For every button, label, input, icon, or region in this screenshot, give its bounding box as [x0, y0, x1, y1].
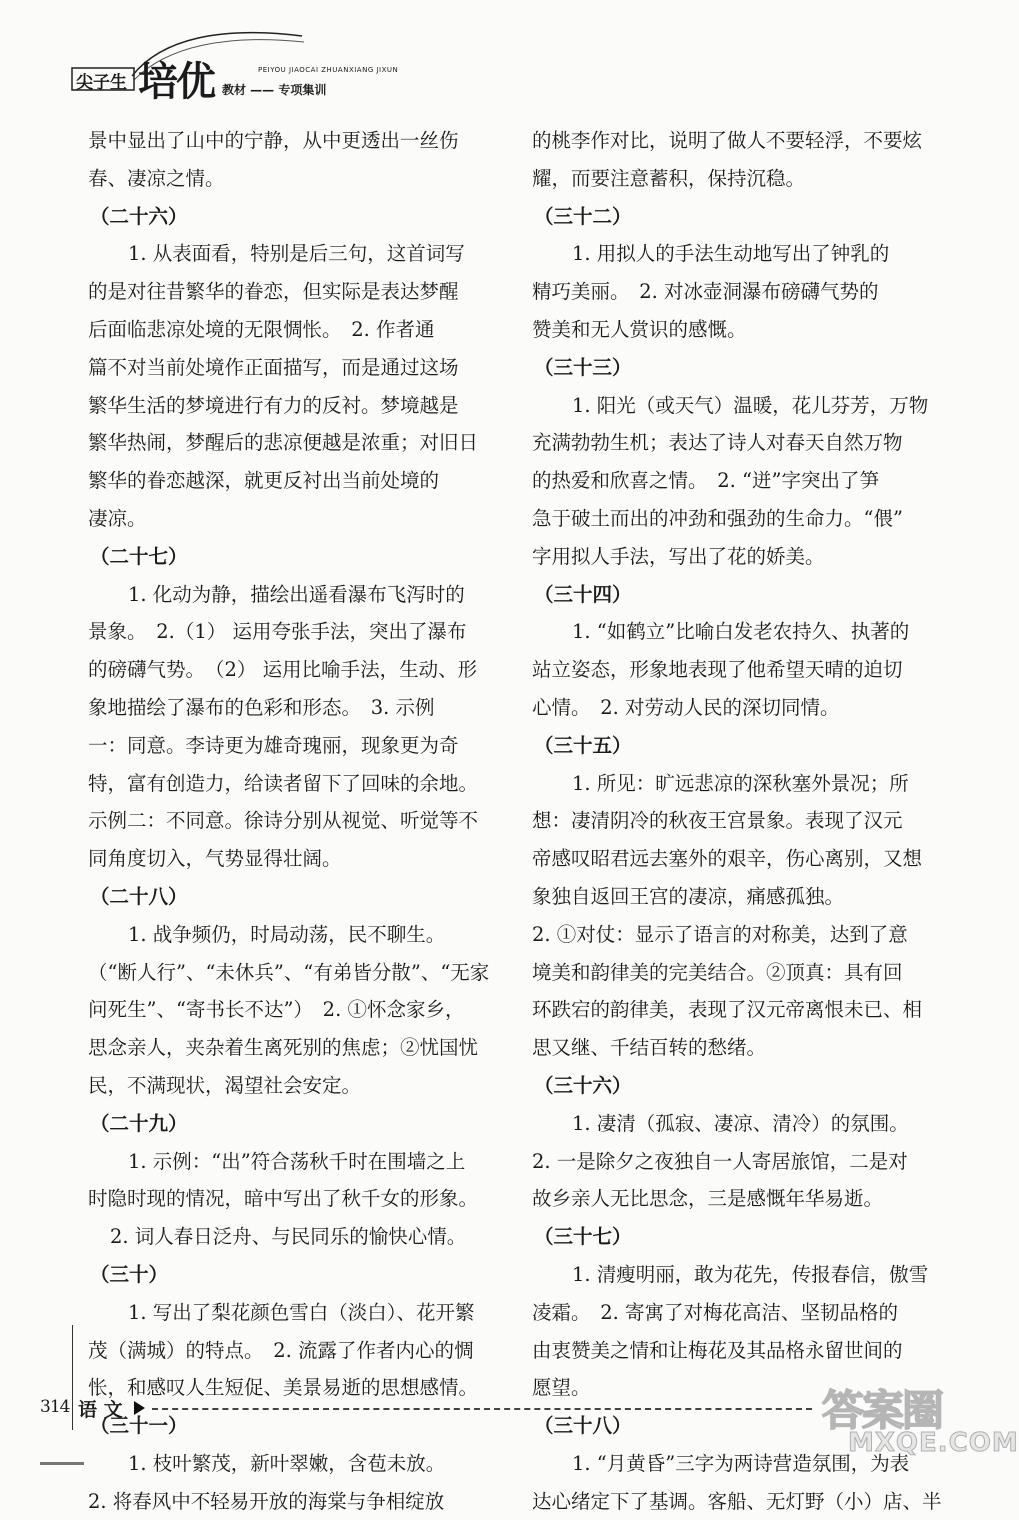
book-header [72, 28, 399, 108]
text-line: 故乡亲人无比思念，三是感慨年华易逝。 [532, 1187, 884, 1211]
text-line: 心情。 2. 对劳动人民的深切同情。 [532, 695, 840, 719]
bottom-mark [40, 1462, 84, 1465]
text-line: 精巧美丽。 2. 对冰壶洞瀑布磅礴气势的 [532, 280, 879, 304]
text-line: 问死生”、“寄书长不达”） 2. ①怀念家乡， [88, 998, 465, 1022]
text-line: 茂（满城）的特点。 2. 流露了作者内心的惆 [88, 1338, 474, 1362]
logo-subtitle: 教材 —— 专项集训 [222, 83, 327, 97]
subject-label: 语 文 [78, 1399, 123, 1421]
text-line: 一：同意。李诗更为雄奇瑰丽，现象更为奇 [88, 733, 459, 757]
section-heading: （二十八） [90, 884, 188, 908]
text-line: 的热爱和欣喜之情。 2. “迸”字突出了笋 [532, 469, 879, 493]
text-line: 境美和韵律美的完美结合。②顶真：具有回 [532, 960, 903, 984]
text-line: 春、凄凉之情。 [88, 166, 225, 190]
text-line: 1. 写出了梨花颜色雪白（淡白）、花开繁 [128, 1300, 475, 1324]
text-line: 的桃李作对比，说明了做人不要轻浮，不要炫 [532, 129, 923, 152]
text-line: 怅，和感叹人生短促、美景易逝的思想感情。 [88, 1376, 479, 1400]
text-line: 同角度切入，气势显得壮阔。 [88, 847, 342, 871]
text-line: 想：凄清阴冷的秋夜王宫景象。表现了汉元 [532, 809, 903, 833]
triangle-arrow-icon [134, 1401, 145, 1415]
text-line: 思念亲人，夹杂着生离死别的焦虑；②忧国忧 [88, 1036, 479, 1060]
text-line: 1. 凄清（孤寂、凄凉、清冷）的氛围。 [572, 1111, 909, 1135]
text-line: 2. 词人春日泛舟、与民同乐的愉快心情。 [110, 1225, 467, 1249]
watermark-text: 答案圈 [822, 1386, 943, 1435]
section-heading: （三十八） [534, 1414, 632, 1438]
logo-big-text: 培优 [138, 59, 214, 105]
text-line: 时隐时现的情况，暗中写出了秋千女的形象。 [88, 1187, 479, 1211]
text-line: 帝感叹昭君远去塞外的艰辛，伤心离别，又想 [532, 847, 923, 871]
text-line: 充满勃勃生机；表达了诗人对春天自然万物 [532, 431, 903, 455]
text-line: 赞美和无人赏识的感慨。 [532, 317, 747, 341]
text-line: 愿望。 [532, 1376, 591, 1400]
text-line: 耀，而要注意蓄积，保持沉稳。 [532, 166, 806, 190]
text-line: 2. 一是除夕之夜独自一人寄居旅馆，二是对 [532, 1149, 908, 1173]
text-line: 2. 将春风中不轻易开放的海棠与争相绽放 [88, 1489, 445, 1513]
text-line: 篇不对当前处境作正面描写，而是通过这场 [88, 355, 459, 379]
text-line: 象独自返回王宫的凄凉，痛感孤独。 [532, 884, 845, 908]
text-line: 2. ①对仗：显示了语言的对称美，达到了意 [532, 922, 908, 946]
text-line: 由衷赞美之情和让梅花及其品格永留世间的 [532, 1338, 903, 1362]
section-heading: （三十五） [534, 733, 632, 757]
text-line: 1. 示例：“出”符合荡秋千时在围墙之上 [128, 1149, 466, 1173]
text-line: 繁华生活的梦境进行有力的反衬。梦境越是 [88, 393, 459, 417]
text-line: 民，不满现状，渴望社会安定。 [88, 1073, 362, 1097]
logo-small-text: 尖子生 [76, 73, 127, 93]
section-heading: （三十四） [534, 582, 632, 606]
text-line: 后面临悲凉处境的无限惆怅。 2. 作者通 [88, 317, 435, 341]
section-heading: （三十三） [534, 355, 632, 379]
text-line: 的磅礴气势。 （2） 运用比喻手法，生动、形 [88, 658, 478, 682]
left-column [88, 122, 506, 1520]
section-heading: （三十一） [90, 1414, 188, 1438]
text-line: 凌霜。 2. 寄寓了对梅花高洁、坚韧品格的 [532, 1300, 899, 1324]
text-line: 1. 战争频仍，时局动荡，民不聊生。 [128, 922, 446, 946]
page-number: 314 [40, 1397, 70, 1417]
text-line: 急于破土而出的冲劲和强劲的生命力。“偎” [532, 506, 903, 530]
text-line: 1. 从表面看，特别是后三句，这首词写 [128, 242, 465, 266]
text-line: 1. “月黄昏”三字为两诗营造氛围，为表 [572, 1451, 910, 1475]
text-line: （“断人行”、“未休兵”、“有弟皆分散”、“无家 [88, 960, 490, 984]
section-heading: （二十九） [90, 1111, 188, 1135]
text-line: 景中显出了山中的宁静，从中更透出一丝伤 [88, 129, 459, 152]
logo-pinyin: PEIYOU JIAOCAI ZHUANXIANG JIXUN [258, 66, 399, 74]
text-line: 1. 阳光（或天气）温暖，花儿芬芳，万物 [572, 393, 929, 417]
section-heading: （三十） [90, 1262, 169, 1286]
watermark-url: MXQE.COM [848, 1428, 1019, 1458]
text-line: 1. “如鹤立”比喻白发老农持久、执著的 [572, 620, 910, 644]
text-line: 1. 枝叶繁茂，新叶翠嫩，含苞未放。 [128, 1451, 446, 1475]
text-line: 1. 用拟人的手法生动地写出了钟乳的 [572, 242, 890, 266]
text-line: 1. 化动为静，描绘出遥看瀑布飞泻时的 [128, 582, 465, 606]
text-line: 字用拟人手法，写出了花的娇美。 [532, 544, 825, 568]
text-line: 1. 所见：旷远悲凉的深秋塞外景况；所 [572, 771, 909, 795]
text-line: 的是对往昔繁华的眷恋，但实际是表达梦醒 [88, 280, 459, 304]
text-line: 象地描绘了瀑布的色彩和形态。 3. 示例 [88, 695, 435, 719]
section-heading: （三十六） [534, 1073, 632, 1097]
text-line: 凄凉。 [88, 506, 147, 530]
text-line: 特，富有创造力，给读者留下了回味的余地。 [88, 771, 479, 795]
text-line: 景象。 2.（1） 运用夸张手法，突出了瀑布 [88, 620, 467, 644]
text-line: 思又继、千结百转的愁绪。 [532, 1036, 767, 1060]
text-line: 1. 清瘦明丽，敢为花先，传报春信，傲雪 [572, 1262, 929, 1286]
footer-divider [72, 1325, 73, 1430]
section-heading: （二十六） [90, 204, 188, 228]
right-column [532, 122, 950, 1520]
text-line: 示例二：不同意。徐诗分别从视觉、听觉等不 [88, 809, 479, 833]
text-line: 繁华的眷恋越深，就更反衬出当前处境的 [88, 469, 440, 493]
section-heading: （三十七） [534, 1225, 632, 1249]
text-line: 达心绪定下了基调。客船、无灯野（小）店、半 [532, 1489, 942, 1513]
text-line: 环跌宕的韵律美，表现了汉元帝离恨未已、相 [532, 998, 923, 1022]
text-line: 繁华热闹，梦醒后的悲凉便越是浓重；对旧日 [88, 431, 479, 455]
watermark [760, 1378, 1019, 1468]
text-line: 站立姿态，形象地表现了他希望天晴的迫切 [532, 658, 903, 682]
section-heading: （二十七） [90, 544, 188, 568]
dashed-rule [152, 1408, 812, 1410]
section-heading: （三十二） [534, 204, 632, 228]
